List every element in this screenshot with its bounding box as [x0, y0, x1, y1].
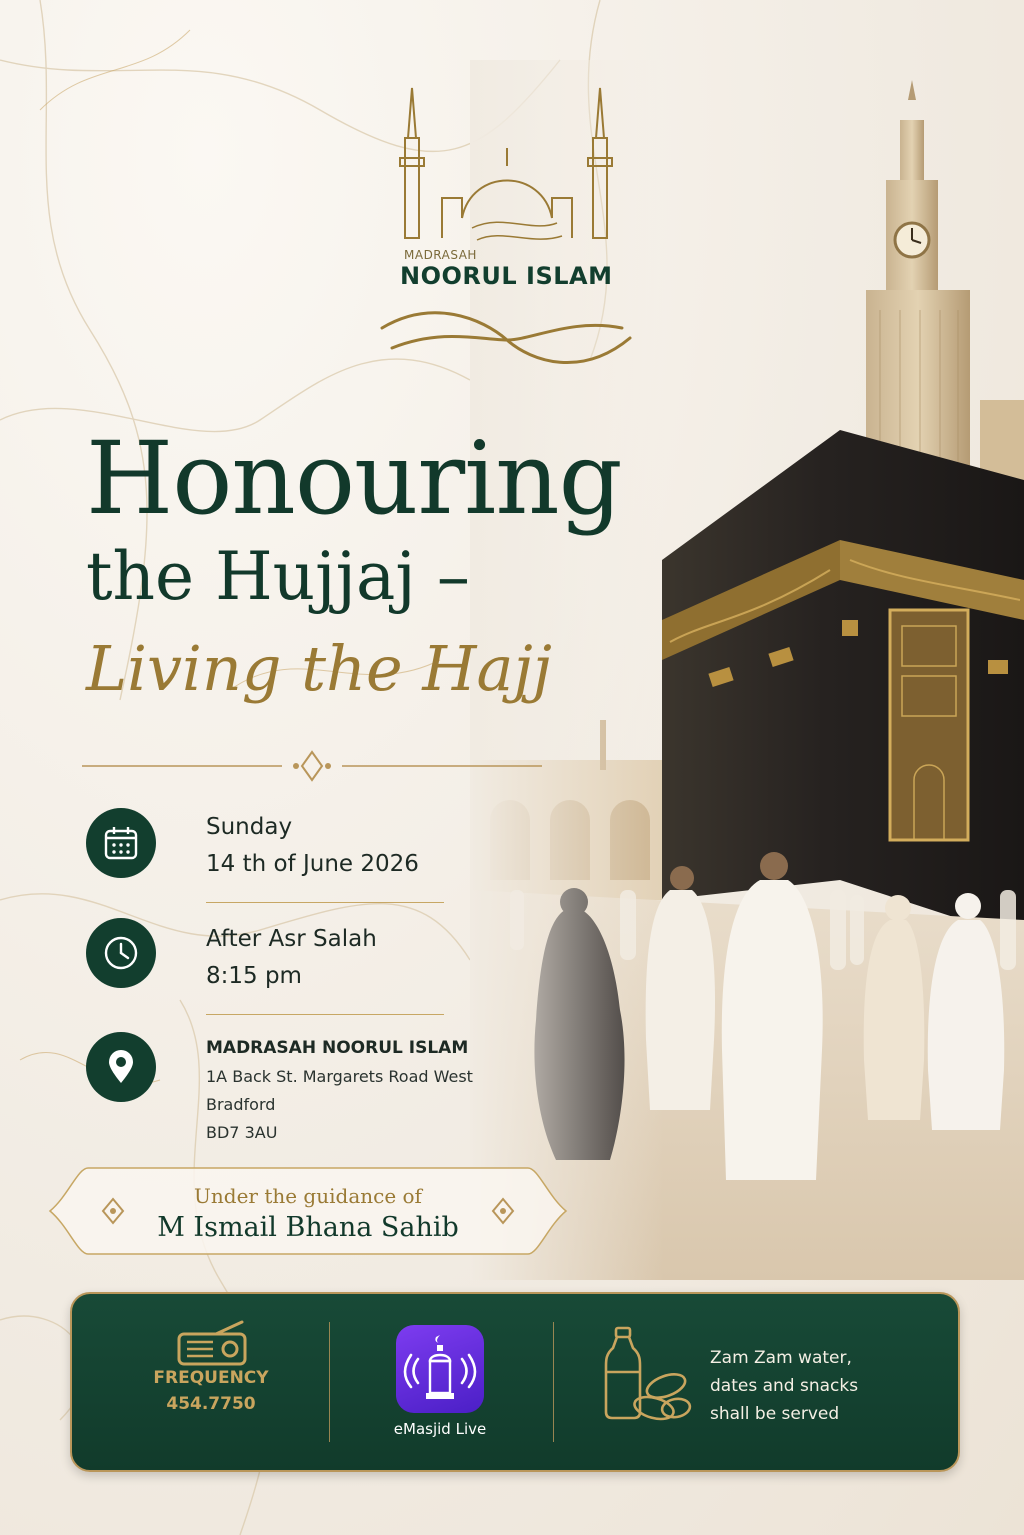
title-line-3: Living the Hajj [86, 632, 552, 705]
calendar-icon [86, 808, 156, 878]
venue-city: Bradford [206, 1095, 276, 1114]
emasjid-app-label: eMasjid Live [393, 1420, 487, 1438]
location-pin-icon [86, 1032, 156, 1102]
radio-icon [176, 1320, 248, 1366]
event-time-label: After Asr Salah [206, 926, 377, 952]
venue-address: 1A Back St. Margarets Road West [206, 1067, 473, 1086]
refreshments-line-1: Zam Zam water, [710, 1348, 852, 1368]
guidance-name: M Ismail Bhana Sahib [157, 1212, 459, 1243]
logo-small-text: MADRASAH [404, 248, 477, 262]
madrasah-logo [372, 78, 642, 398]
clock-icon [86, 918, 156, 988]
title-line-1: Honouring [86, 420, 622, 537]
venue-name: MADRASAH NOORUL ISLAM [206, 1038, 469, 1058]
venue-postcode: BD7 3AU [206, 1123, 278, 1142]
event-date: 14 th of June 2026 [206, 851, 419, 877]
footer-divider [553, 1322, 554, 1442]
refreshments-line-3: shall be served [710, 1404, 840, 1424]
emasjid-app-icon[interactable] [396, 1325, 484, 1413]
refreshments-line-2: dates and snacks [710, 1376, 859, 1396]
ornamental-divider [82, 748, 542, 784]
frequency-label: FREQUENCY [153, 1368, 269, 1388]
event-time: 8:15 pm [206, 963, 302, 989]
frequency-value: 454.7750 [166, 1394, 256, 1414]
water-bottle-dates-icon [600, 1326, 692, 1422]
footer-divider [329, 1322, 330, 1442]
event-day: Sunday [206, 814, 293, 840]
title-line-2: the Hujjaj – [86, 538, 470, 615]
info-divider [206, 1014, 444, 1015]
info-divider [206, 902, 444, 903]
guidance-subtitle: Under the guidance of [194, 1184, 422, 1208]
logo-main-text: NOORUL ISLAM [400, 262, 613, 290]
